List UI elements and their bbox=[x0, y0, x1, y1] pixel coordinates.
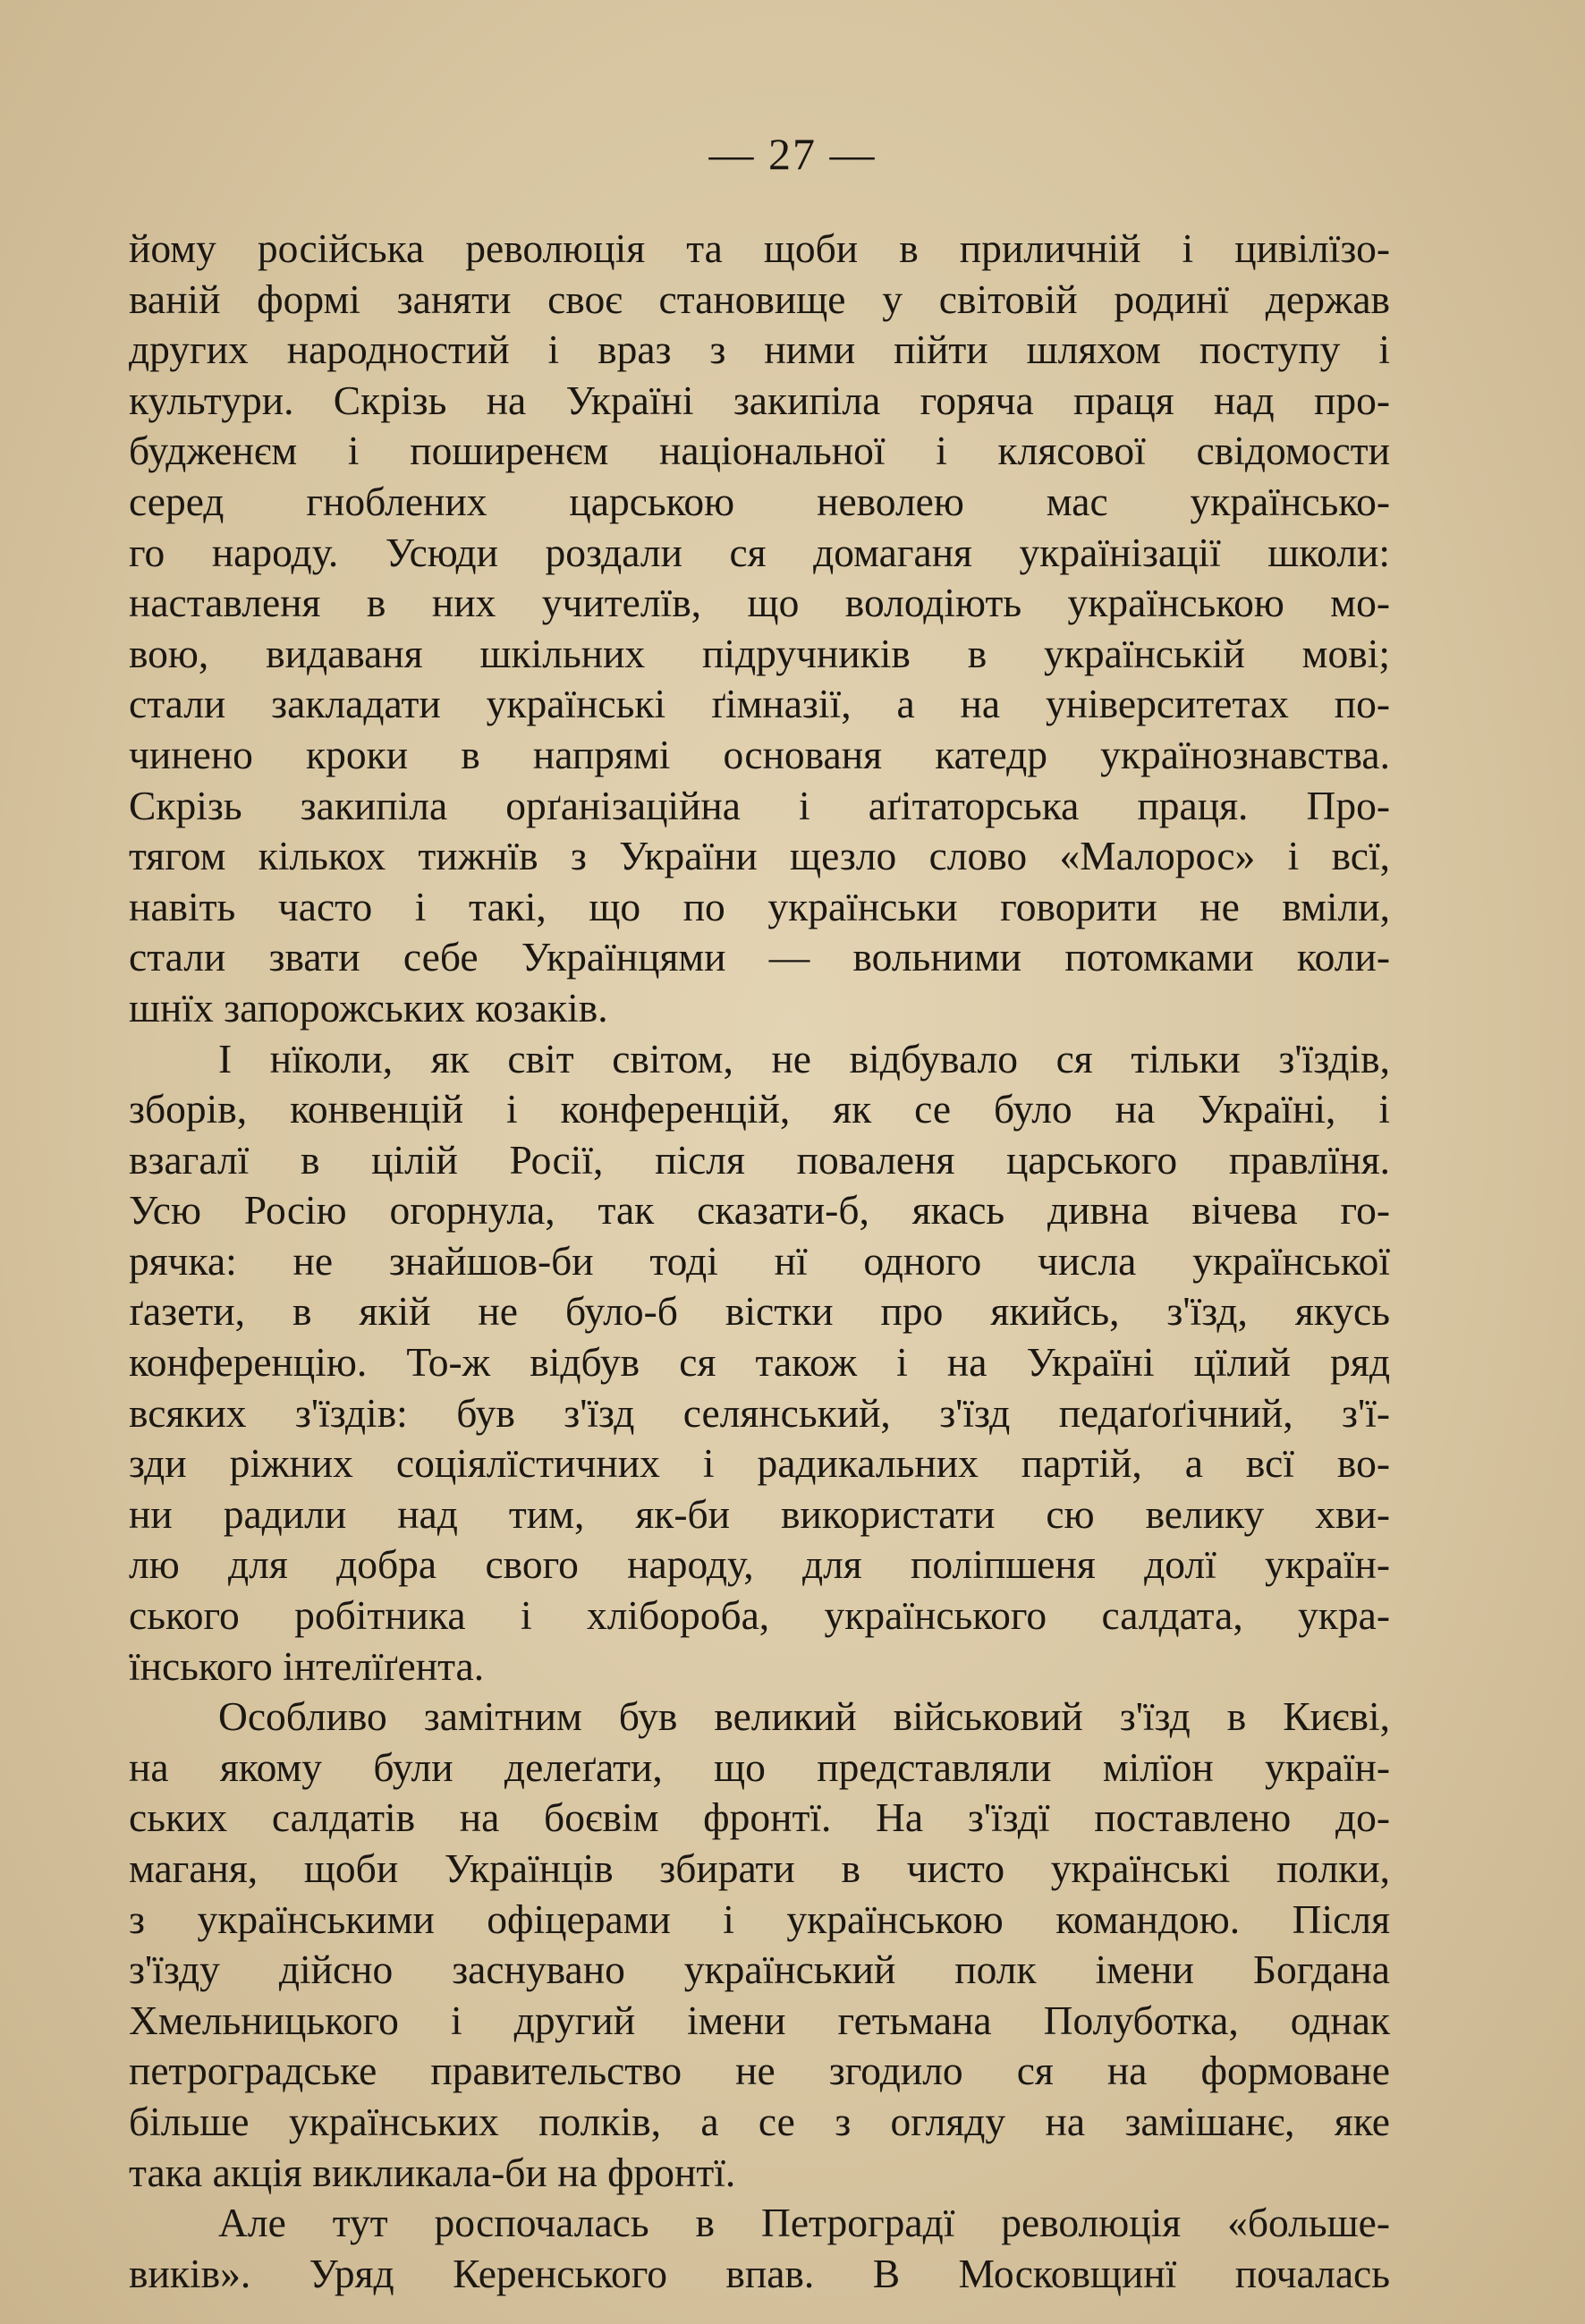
text-line: петроградське правительство не згодило ся на формоване bbox=[129, 2048, 1390, 2094]
text-line: Але тут роспочалась в Петроградї революція «больше- bbox=[218, 2200, 1390, 2246]
text-line: ґазети, в якій не було-б вістки про якийсь, з'їзд, якусь bbox=[129, 1288, 1390, 1335]
text-line: стали закладати українські ґімназії, а на університетах по- bbox=[129, 681, 1390, 727]
text-line: конференцію. То-ж відбув ся також і на Україні цїлий ряд bbox=[129, 1339, 1390, 1386]
text-line: будженєм і поширенєм національної і клясової свідомости bbox=[129, 428, 1390, 474]
text-line: виків». Уряд Керенського впав. В Московщинї почалась bbox=[129, 2250, 1390, 2296]
text-line: ських салдатів на боєвім фронтї. На з'їздї поставлено до- bbox=[129, 1794, 1390, 1841]
text-line: з українськими офіцерами і українською командою. Після bbox=[129, 1896, 1390, 1942]
text-line: така акція викликала-би на фронтї. bbox=[129, 2149, 736, 2195]
text-line: навіть часто і такі, що по українськи говорити не вміли, bbox=[129, 883, 1390, 929]
text-line: їнського інтелїґента. bbox=[129, 1642, 485, 1689]
text-line: ни радили над тим, як-би використати сю велику хви- bbox=[129, 1490, 1390, 1537]
text-line: серед гноблених царською неволею мас українсько- bbox=[129, 478, 1390, 524]
text-line: І нїколи, як світ світом, не відбувало ся тільки з'їздів, bbox=[218, 1035, 1390, 1081]
text-line: тягом кількох тижнїв з України щезло слово «Малорос» і всї, bbox=[129, 833, 1390, 879]
text-line: маганя, щоби Українців збирати в чисто українські полки, bbox=[129, 1845, 1390, 1891]
text-line: взагалї в цілій Росії, після поваленя царського правлїня. bbox=[129, 1136, 1390, 1183]
text-line: стали звати себе Українцями — вольними потомками коли- bbox=[129, 934, 1390, 980]
text-line: чинено кроки в напрямі основаня катедр українознавства. bbox=[129, 731, 1390, 777]
text-line: Скрізь закипіла орґанізаційна і аґітаторська праця. Про- bbox=[129, 782, 1390, 828]
page-number: — 27 — bbox=[708, 129, 877, 179]
text-line: ського робітника і хлібороба, українського салдата, укра- bbox=[129, 1592, 1390, 1639]
text-line: других народностий і враз з ними пійти шляхом поступу і bbox=[129, 327, 1390, 373]
text-line: Хмельницького і другий імени гетьмана Полуботка, однак bbox=[129, 1997, 1390, 2043]
text-line: культури. Скрізь на Україні закипіла горяча праця над про- bbox=[129, 377, 1390, 423]
text-line: рячка: не знайшов-би тоді нї одного числа української bbox=[129, 1237, 1390, 1284]
text-line: всяких з'їздів: був з'їзд селянський, з'їзд педаґоґічний, з'ї- bbox=[129, 1389, 1390, 1436]
text-line: шнїх запорожських козаків. bbox=[129, 984, 608, 1031]
text-line: з'їзду дійсно заснувано український полк імени Богдана bbox=[129, 1947, 1390, 1993]
text-line: йому російська революція та щоби в приличній і цивілїзо- bbox=[129, 225, 1390, 271]
text-line: більше українських полків, а се з огляду на замішанє, яке bbox=[129, 2098, 1390, 2144]
text-line: лю для добра свого народу, для поліпшеня долї україн- bbox=[129, 1541, 1390, 1588]
text-line: Особливо замітним був великий військовий з'їзд в Києві, bbox=[218, 1693, 1390, 1740]
text-line: зборів, конвенцій і конференцій, як се було на Україні, і bbox=[129, 1086, 1390, 1132]
text-line: вою, видаваня шкільних підручників в українській мові; bbox=[129, 630, 1390, 676]
text-line: го народу. Усюди роздали ся домаганя українізації школи: bbox=[129, 529, 1390, 575]
text-line: на якому були делеґати, що представляли мілїон україн- bbox=[129, 1743, 1390, 1790]
text-line: наставленя в них учителїв, що володіють українською мо- bbox=[129, 580, 1390, 626]
text-line: ваній формі заняти своє становище у світовій родинї держав bbox=[129, 276, 1390, 322]
text-line: Усю Росію огорнула, так сказати-б, якась дивна вічева го- bbox=[129, 1187, 1390, 1234]
text-line: зди ріжних соціялїстичних і радикальних партій, а всї во- bbox=[129, 1440, 1390, 1487]
body-text bbox=[129, 224, 1390, 2299]
